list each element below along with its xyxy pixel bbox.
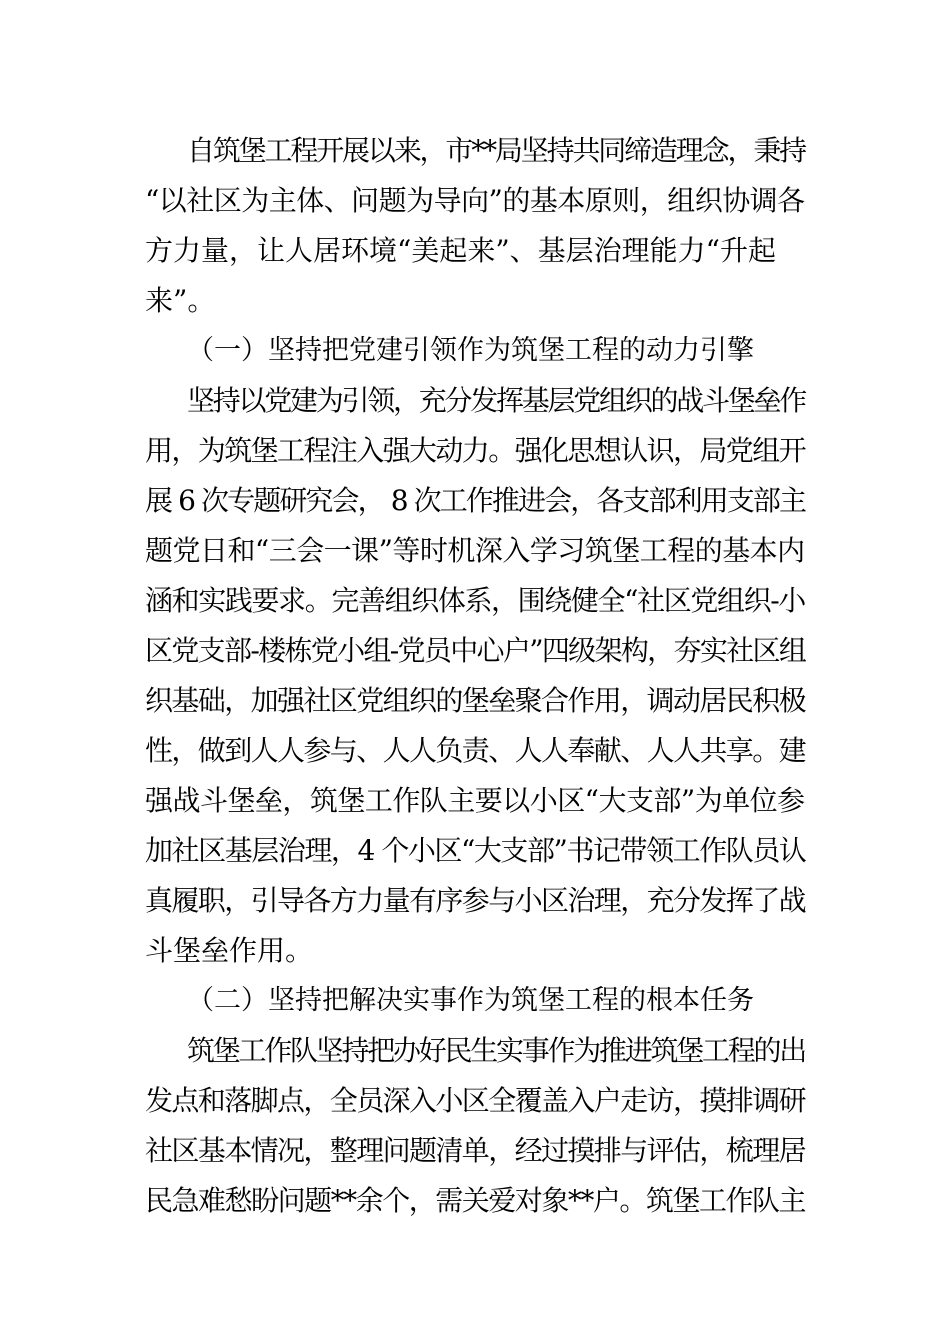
paragraph-2-line-9: 强战斗堡垒，筑堡工作队主要以小区“大支部”为单位参	[145, 784, 805, 817]
paragraph-1-line-3: 方力量，让人居环境“美起来”、基层治理能力“升起	[145, 234, 776, 267]
paragraph-2-line-12: 斗堡垒作用。	[145, 934, 314, 967]
paragraph-2-line-8: 性，做到人人参与、人人负责、人人奉献、人人共享。建	[145, 734, 806, 767]
paragraph-2-line-4: 题党日和“三会一课”等时机深入学习筑堡工程的基本内	[145, 534, 805, 567]
paragraph-1-line-1: 自筑堡工程开展以来，市**局坚持共同缔造理念，秉持	[187, 134, 806, 167]
paragraph-2-line-1: 坚持以党建为引领，充分发挥基层党组织的战斗堡垒作	[187, 384, 806, 417]
paragraph-2-line-11: 真履职，引导各方力量有序参与小区治理，充分发挥了战	[145, 884, 806, 917]
paragraph-1-line-4: 来”。	[145, 284, 216, 317]
paragraph-2-line-3: 展 6 次专题研究会， 8 次工作推进会，各支部利用支部主	[145, 484, 806, 517]
paragraph-2-line-6: 区党支部-楼栋党小组-党员中心户”四级架构，夯实社区组	[145, 634, 806, 667]
paragraph-3-line-1: 筑堡工作队坚持把办好民生实事作为推进筑堡工程的出	[187, 1034, 806, 1067]
paragraph-3-line-3: 社区基本情况，整理问题清单，经过摸排与评估，梳理居	[145, 1134, 806, 1167]
paragraph-2-line-5: 涵和实践要求。完善组织体系，围绕健全“社区党组织-小	[145, 584, 805, 617]
section-heading-1: （一）坚持把党建引领作为筑堡工程的动力引擎	[187, 335, 754, 366]
paragraph-3-line-4: 民急难愁盼问题**余个，需关爱对象**户。筑堡工作队主	[145, 1184, 806, 1217]
paragraph-1-line-2: “以社区为主体、问题为导向”的基本原则，组织协调各	[145, 184, 805, 217]
section-heading-2: （二）坚持把解决实事作为筑堡工程的根本任务	[187, 985, 754, 1016]
paragraph-3-line-2: 发点和落脚点，全员深入小区全覆盖入户走访，摸排调研	[145, 1084, 806, 1117]
paragraph-2-line-2: 用，为筑堡工程注入强大动力。强化思想认识，局党组开	[145, 434, 806, 467]
paragraph-2-line-7: 织基础，加强社区党组织的堡垒聚合作用，调动居民积极	[145, 684, 806, 717]
paragraph-2-line-10: 加社区基层治理，4 个小区“大支部”书记带领工作队员认	[145, 834, 806, 867]
